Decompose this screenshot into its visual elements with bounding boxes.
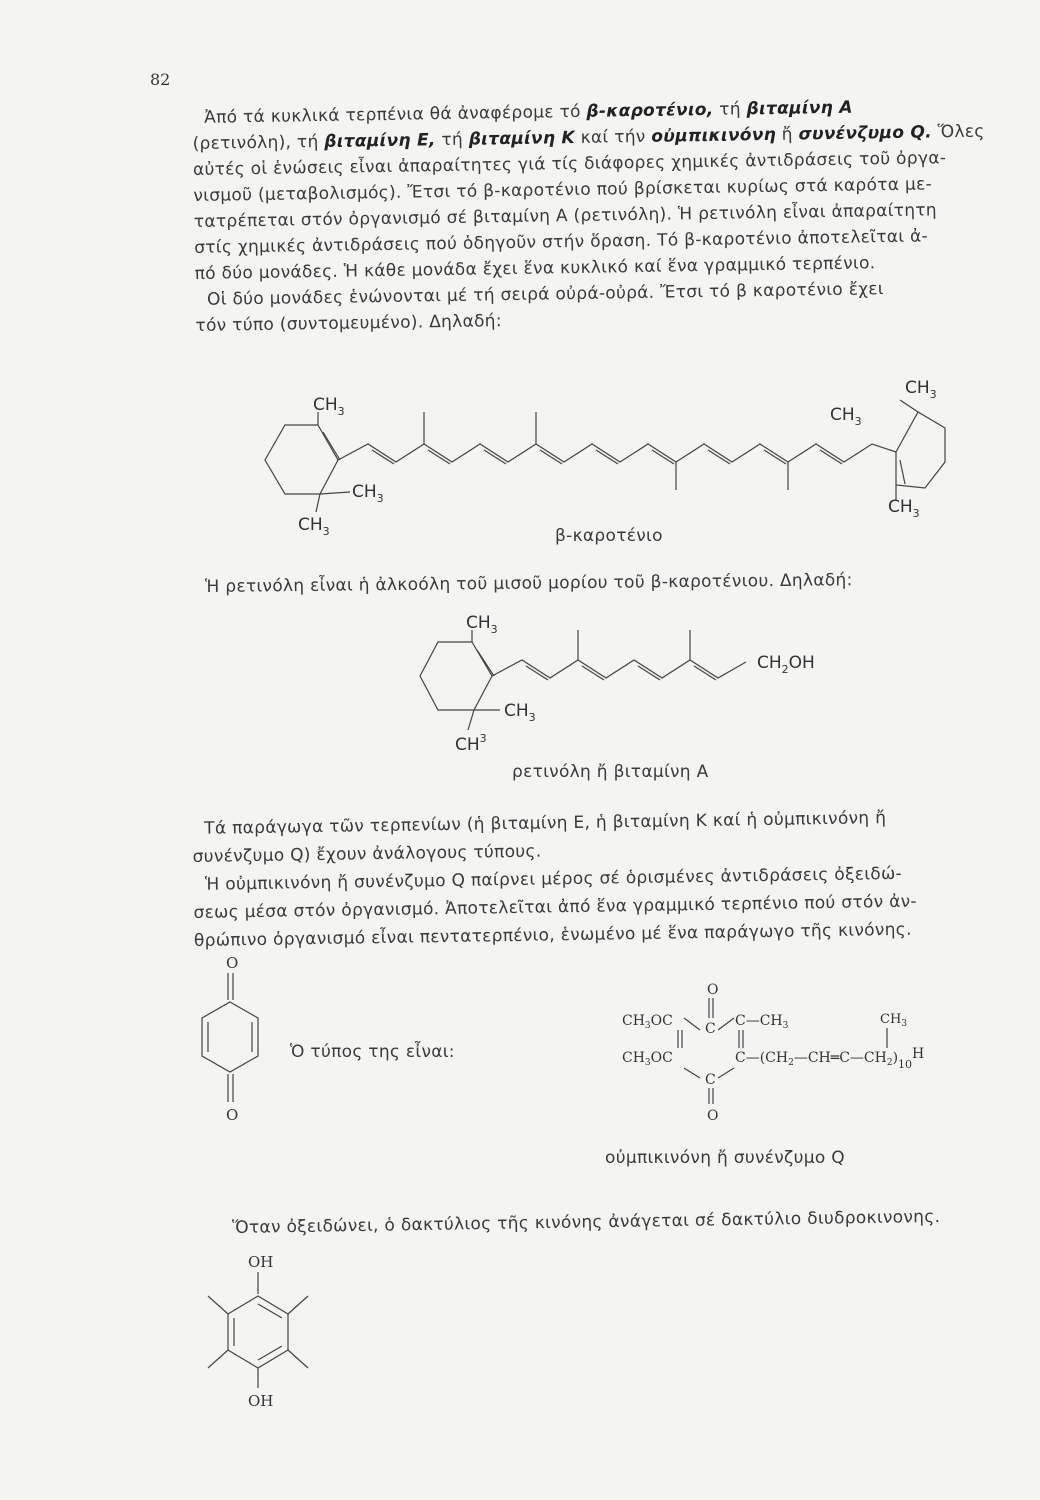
text-line: τατρέπεται στόν ὀργανισμό σέ βιταμίνη Α (ρετινόλη). Ἡ ρετινόλη εἶναι ἀπαραίτητη (193, 200, 938, 232)
text-span: τή (713, 99, 747, 120)
label-hydroxyl: OH (248, 1392, 274, 1410)
label-oxygen: O (707, 1108, 719, 1124)
label-ch3: $CH_3$ (504, 701, 536, 724)
label-ch3: $CH^3$ (455, 732, 487, 755)
text-line: Ἡ οὐμπικινόνη ἤ συνένζυμο Q παίρνει μέρος σέ ὁρισμένες ἀντιδράσεις ὀξειδώ- (204, 863, 903, 895)
methyl-bond (288, 1350, 308, 1368)
text-line: τόν τύπο (συντομευμένο). Δηλαδή: (195, 311, 502, 336)
label-ch3: $CH_3$ (352, 482, 384, 505)
label-ch3: $CH_3$ (880, 1012, 908, 1029)
text-span: καί τήν (574, 126, 652, 148)
term-vitamin-a: βιταμίνη Α (746, 97, 853, 120)
text-line: σεως μέσα στόν ὀργανισμό. Ἀποτελεῖται ἀπό ἕνα γραμμικό τερπένιο πού στόν ἀν- (193, 891, 918, 923)
page-number: 82 (150, 70, 171, 89)
label-ch2oh: $CH_2OH$ (757, 653, 815, 676)
text-line: θρώπινο ὀργανισμό εἶναι πεντατερπένιο, ἑνωμένο μέ ἕνα παράγωγο τῆς κινόνης. (193, 919, 912, 951)
label-carbon: C (705, 1072, 716, 1088)
text-line: στίς χημικές ἀντιδράσεις πού ὁδηγοῦν στήν ὅραση. Τό β-καροτένιο ἀποτελεῖται ἀ- (194, 226, 929, 258)
label-oxygen: O (707, 982, 719, 998)
label-ch3: $CH_3$ (466, 613, 498, 636)
text-span: Ὅλες (931, 121, 985, 143)
term-beta-carotene: β-καροτένιο, (586, 99, 714, 122)
text-span: Ἀπό τά κυκλικά τερπένια θά ἀναφέρομε τό (204, 101, 587, 128)
hydroquinone-ring (228, 1296, 288, 1368)
methyl-bond (208, 1296, 228, 1314)
formula-intro: Ὁ τύπος της εἶναι: (290, 1042, 455, 1062)
ring-double-bond (258, 1346, 282, 1360)
term-coenzyme-q: συνένζυμο Q. (798, 122, 933, 145)
caption-retinol: ρετινόλη ἤ βιταμίνη Α (512, 762, 709, 782)
label-ch3o-c: $CH_3OC$ (622, 1050, 673, 1068)
text-line: νισμοῦ (μεταβολισμός). Ἔτσι τό β-καροτένιο πού βρίσκεται κυρίως στά καρότα με- (193, 174, 933, 206)
text-line: Τά παράγωγα τῶν τερπενίων (ἡ βιταμίνη Ε, ἡ βιταμίνη Κ καί ἡ οὐμπικινόνη ἤ (204, 808, 887, 839)
text-line: αὐτές οἱ ἑνώσεις εἶναι ἀπαραίτητες γιά τίς διάφορες χημικές ἀντιδράσεις τοῦ ὀργα- (192, 148, 947, 180)
label-ch3: $CH_3$ (905, 378, 937, 401)
label-carbon: C (705, 1021, 716, 1037)
term-vitamin-k: βιταμίνη Κ (468, 127, 576, 150)
text-span: ἤ (775, 124, 799, 145)
term-vitamin-e: βιταμίνη Ε, (324, 130, 436, 152)
term-ubiquinone: οὐμπικινόνη (651, 124, 777, 147)
label-c-ch3: $C—CH_3$ (735, 1013, 789, 1031)
label-ch3: $CH_3$ (298, 515, 330, 538)
text-span: τή (435, 129, 469, 151)
text-line: πό δύο μονάδες. Ἡ κάθε μονάδα ἔχει ἕνα κυκλικό καί ἕνα γραμμικό τερπένιο. (194, 253, 876, 284)
paragraph-hydroquinone: Ὅταν ὀξειδώνει, ὁ δακτύλιος τῆς κινόνης ἀνάγεται σέ δακτύλιο διυδροκινονης. (232, 1206, 941, 1238)
caption-ubiquinone: οὐμπικινόνη ἤ συνένζυμο Q (605, 1148, 845, 1168)
text-span: (ρετινόλη), τή (192, 131, 325, 154)
label-ch3: $CH_3$ (830, 405, 862, 428)
label-oxygen: O (226, 1106, 239, 1124)
paragraph-retinol: Ἡ ρετινόλη εἶναι ἡ ἀλκοόλη τοῦ μισοῦ μορίου τοῦ β-καροτένιου. Δηλαδή: (205, 570, 853, 597)
label-ch3: $CH_3$ (313, 395, 345, 418)
label-side-chain: $C—(CH_2—CH═C—CH_2)_{10}H$ (735, 1046, 925, 1071)
methyl-bond (288, 1296, 308, 1314)
ring-double-bond (258, 1304, 282, 1318)
label-ch3: $CH_3$ (888, 497, 920, 520)
methyl-bond (208, 1350, 228, 1368)
text-line: συνένζυμο Q) ἔχουν ἀνάλογους τύπους. (192, 841, 542, 867)
label-hydroxyl: OH (248, 1253, 274, 1271)
caption-beta-carotene: β-καροτένιο (555, 526, 663, 546)
text-line: Οἱ δύο μονάδες ἑνώνονται μέ τή σειρά οὐρά-οὐρά. Ἔτσι τό β καροτένιο ἔχει (206, 279, 885, 310)
label-oxygen: O (226, 954, 239, 972)
label-ch3o-c: $CH_3OC$ (622, 1013, 673, 1031)
